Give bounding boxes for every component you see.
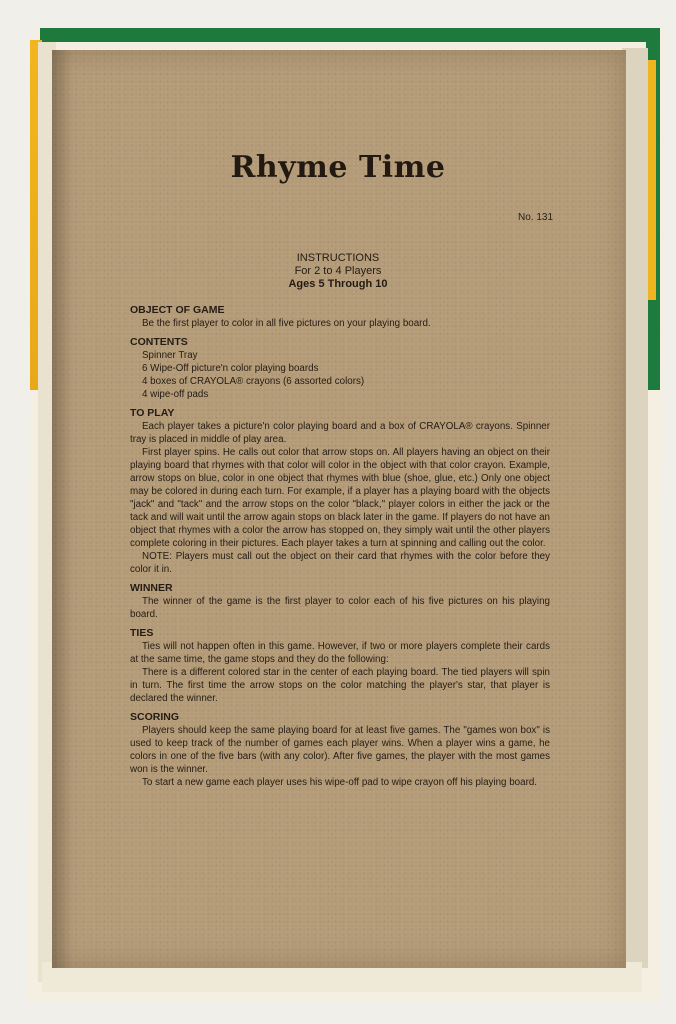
section-heading-toplay: TO PLAY — [130, 407, 175, 419]
ties-paragraph-2: There is a different colored star in the center of each playing board. The tied players will spin in turn. The first time the arrow stops on the color matching the player's star, that player is declared the winner. — [130, 667, 550, 704]
section-heading-contents: CONTENTS — [130, 336, 188, 348]
instructions-body — [130, 298, 550, 789]
winner-text: The winner of the game is the first player to color each of his five pictures on his playing board. — [130, 596, 550, 620]
ties-paragraph-1: Ties will not happen often in this game. However, if two or more players complete their cards at the same time, the game stops and they do the following: — [130, 641, 550, 665]
instructions-label: INSTRUCTIONS — [296, 252, 380, 264]
scoring-paragraph-1: Players should keep the same playing board for at least five games. The "games won box" is used to keep track of the number of games each player wins. When a player wins a game, he colors in one of the five bars (with any color). After five games, the player with the most games won is the winner. — [130, 725, 550, 775]
age-range: Ages 5 Through 10 — [288, 278, 388, 290]
object-text: Be the first player to color in all five pictures on your playing board. — [142, 318, 431, 329]
section-heading-ties: TIES — [130, 627, 154, 639]
toplay-paragraph-2: First player spins. He calls out color that arrow stops on. All players having an object on their playing board that rhymes with that color will color in the object with that color crayon. Example, arrow stops on blue, color in one object that rhymes with blue (shoe, glue, etc.) Only one object may be colored in during each turn. For example, if a player has a playing board with the objects "jack" and "tack" and the arrow stops on the color "black," player colors in either the jack or the tack and will wait until the arrow again stops on black later in the game. If players do not have an object that rhymes with a color the arrow has stopped on, they simply wait until the other players complete coloring in their pictures. Each player takes a turn at spinning and calling out the color. — [130, 447, 550, 549]
green-stripe-top — [40, 28, 660, 42]
section-heading-winner: WINNER — [130, 582, 173, 594]
inner-shadow — [52, 50, 72, 968]
contents-item: 6 Wipe-Off picture'n color playing boards — [142, 363, 319, 374]
instructions-header — [0, 252, 676, 291]
product-number: No. 131 — [518, 212, 554, 223]
contents-item: 4 wipe-off pads — [142, 389, 209, 400]
contents-item: 4 boxes of CRAYOLA® crayons (6 assorted colors) — [142, 376, 365, 387]
scoring-paragraph-2: To start a new game each player uses his wipe-off pad to wipe crayon off his playing board. — [142, 777, 538, 788]
toplay-note: NOTE: Players must call out the object on their card that rhymes with the color before they color it in. — [130, 551, 550, 575]
game-title: Rhyme Time — [230, 150, 446, 185]
section-heading-scoring: SCORING — [130, 711, 180, 723]
section-heading-object: OBJECT OF GAME — [130, 304, 225, 316]
toplay-paragraph-1: Each player takes a picture'n color playing board and a box of CRAYOLA® crayons. Spinner tray is placed in middle of play area. — [130, 421, 550, 445]
players-count: For 2 to 4 Players — [294, 265, 382, 277]
contents-item: Spinner Tray — [142, 350, 198, 361]
